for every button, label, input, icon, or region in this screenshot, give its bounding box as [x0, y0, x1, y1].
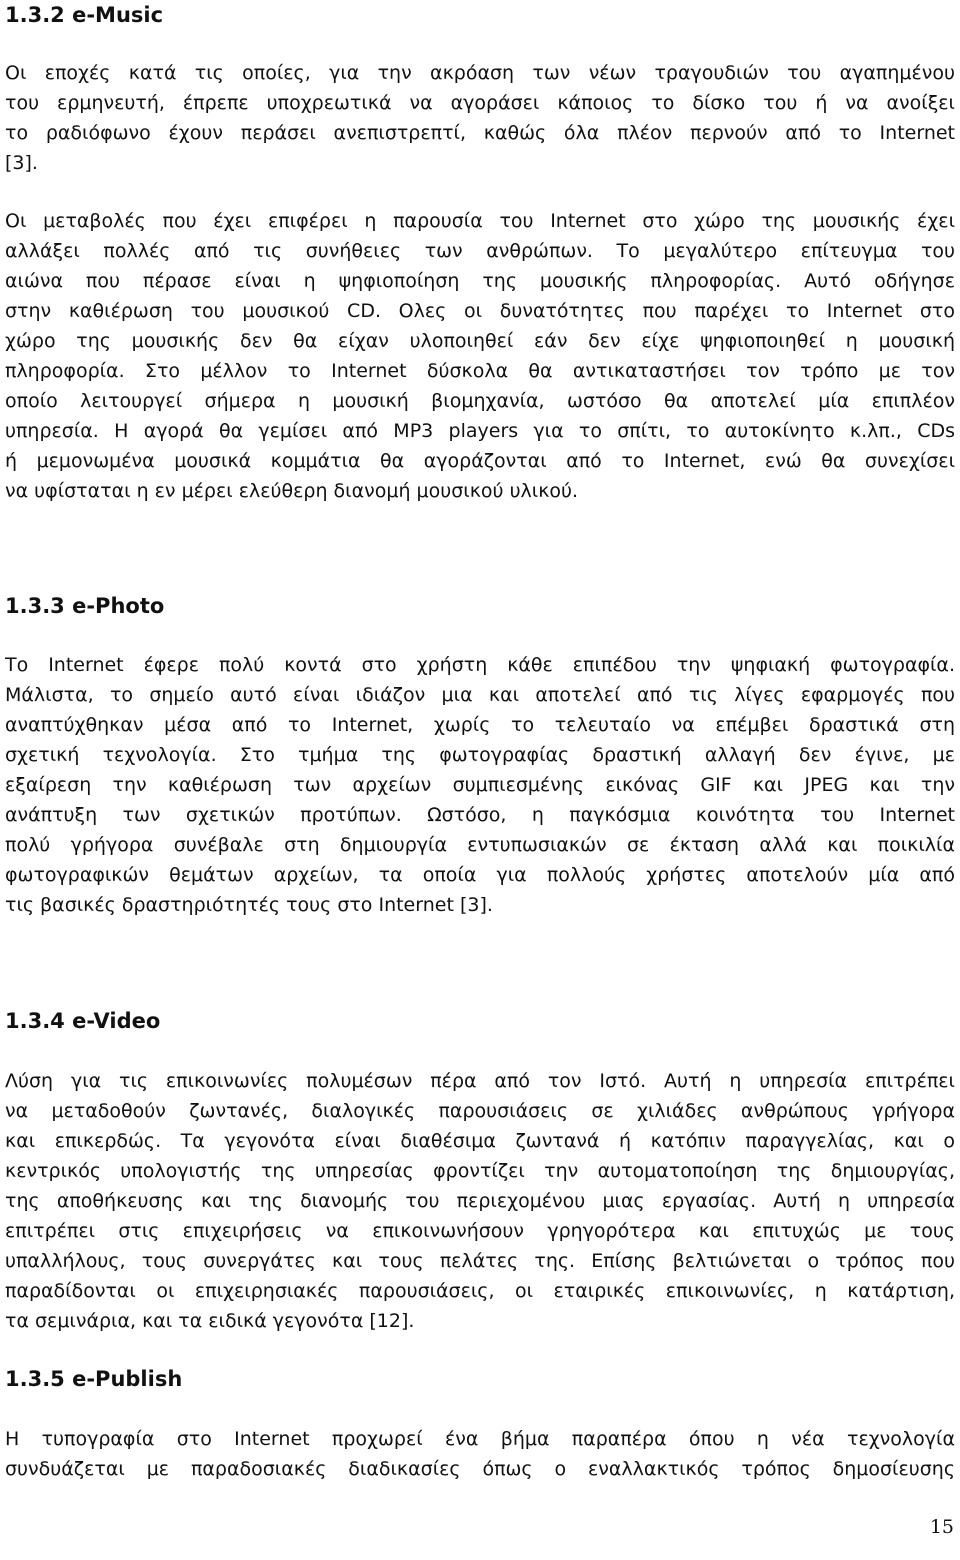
text-line: αναπτύχθηκαν μέσα από το Internet, χωρίς το τελευταίο να επέμβει δραστικά στη — [5, 714, 955, 736]
text-line: το ραδιόφωνο έχουν περάσει ανεπιστρεπτί, καθώς όλα πλέον περνούν από το Internet — [5, 122, 955, 144]
text-line: να υφίσταται η εν μέρει ελεύθερη διανομή μουσικού υλικού. — [5, 480, 579, 502]
text-line: χώρο της μουσικής δεν θα είχαν υλοποιηθεί εάν δεν είχε ψηφιοποιηθεί η μουσική — [5, 330, 955, 352]
text-line: στην καθιέρωση του μουσικού CD. Ολες οι δυνατότητες που παρέχει το Internet στο — [5, 300, 955, 322]
text-line: Το Internet έφερε πολύ κοντά στο χρήστη κάθε επιπέδου την ψηφιακή φωτογραφία. — [5, 654, 955, 676]
page-number: 15 — [929, 1516, 954, 1538]
text-line: [3]. — [5, 152, 38, 174]
text-line: Οι μεταβολές που έχει επιφέρει η παρουσία του Internet στο χώρο της μουσικής έχει — [5, 210, 955, 232]
section-heading-e-music: 1.3.2 e-Music — [5, 3, 164, 27]
text-line: αιώνα που πέρασε είναι η ψηφιοποίηση της μουσικής πληροφορίας. Αυτό οδήγησε — [5, 270, 955, 292]
text-line: παραδίδονται οι επιχειρησιακές παρουσιάσεις, οι εταιρικές επικοινωνίες, η κατάρτιση, — [5, 1280, 955, 1302]
section-heading-e-video: 1.3.4 e-Video — [5, 1009, 161, 1033]
text-line: σχετική τεχνολογία. Στο τμήμα της φωτογραφίας δραστική αλλαγή δεν έγινε, με — [5, 744, 955, 766]
text-line: Μάλιστα, το σημείο αυτό είναι ιδιάζον μια και αποτελεί από τις λίγες εφαρμογές που — [5, 684, 955, 706]
text-line: επιτρέπει στις επιχειρήσεις να επικοινωνήσουν γρηγορότερα και επιτυχώς με τους — [5, 1220, 955, 1242]
text-line: υπηρεσία. Η αγορά θα γεμίσει από MP3 players για το σπίτι, το αυτοκίνητο κ.λπ., CDs — [5, 420, 955, 442]
text-line: Λύση για τις επικοινωνίες πολυμέσων πέρα από τον Ιστό. Αυτή η υπηρεσία επιτρέπει — [5, 1070, 955, 1092]
text-line: πληροφορία. Στο μέλλον το Internet δύσκολα θα αντικαταστήσει τον τρόπο με τον — [5, 360, 955, 382]
paragraph-e-photo — [5, 650, 955, 920]
text-line: Η τυπογραφία στο Internet προχωρεί ένα βήμα παραπέρα όπου η νέα τεχνολογία — [5, 1428, 955, 1450]
text-line: οποίο λειτουργεί σήμερα η μουσική βιομηχανία, ωστόσο θα αποτελεί μία επιπλέον — [5, 390, 955, 412]
text-line: εξαίρεση την καθιέρωση των αρχείων συμπιεσμένης εικόνας GIF και JPEG και την — [5, 774, 955, 796]
text-line: τα σεμινάρια, και τα ειδικά γεγονότα [12]. — [5, 1310, 415, 1332]
text-line: φωτογραφικών θεμάτων αρχείων, τα οποία για πολλούς χρήστες αποτελούν μία από — [5, 864, 955, 886]
text-line: συνδυάζεται με παραδοσιακές διαδικασίες όπως ο εναλλακτικός τρόπος δημοσίευσης — [5, 1458, 955, 1480]
text-line: υπαλλήλους, τους συνεργάτες και τους πελάτες της. Επίσης βελτιώνεται ο τρόπος που — [5, 1250, 955, 1272]
text-line: αλλάξει πολλές από τις συνήθειες των ανθρώπων. Το μεγαλύτερο επίτευγμα του — [5, 240, 955, 262]
text-line: της αποθήκευσης και της διανομής του περιεχομένου μιας εργασίας. Αυτή η υπηρεσία — [5, 1190, 955, 1212]
section-heading-e-publish: 1.3.5 e-Publish — [5, 1367, 183, 1391]
paragraph-e-music-intro — [5, 58, 955, 178]
text-line: του ερμηνευτή, έπρεπε υποχρεωτικά να αγοράσει κάποιος το δίσκο του ή να ανοίξει — [5, 92, 955, 114]
text-line: τις βασικές δραστηριότητές τους στο Internet [3]. — [5, 894, 493, 916]
text-line: και επικερδώς. Τα γεγονότα είναι διαθέσιμα ζωντανά ή κατόπιν παραγγελίας, και ο — [5, 1130, 955, 1152]
paragraph-e-publish — [5, 1424, 955, 1484]
text-line: να μεταδοθούν ζωντανές, διαλογικές παρουσιάσεις σε χιλιάδες ανθρώπους γρήγορα — [5, 1100, 955, 1122]
text-line: Οι εποχές κατά τις οποίες, για την ακρόαση των νέων τραγουδιών του αγαπημένου — [5, 62, 955, 84]
text-line: ή μεμονωμένα μουσικά κομμάτια θα αγοράζονται από το Internet, ενώ θα συνεχίσει — [5, 450, 955, 472]
paragraph-e-video — [5, 1066, 955, 1336]
paragraph-e-music-body — [5, 206, 955, 506]
text-line: ανάπτυξη των σχετικών προτύπων. Ωστόσο, η παγκόσμια κοινότητα του Internet — [5, 804, 955, 826]
section-heading-e-photo: 1.3.3 e-Photo — [5, 594, 165, 618]
text-line: κεντρικός υπολογιστής της υπηρεσίας φροντίζει την αυτοματοποίηση της δημιουργίας, — [5, 1160, 955, 1182]
text-line: πολύ γρήγορα συνέβαλε στη δημιουργία εντυπωσιακών σε έκταση αλλά και ποικιλία — [5, 834, 955, 856]
